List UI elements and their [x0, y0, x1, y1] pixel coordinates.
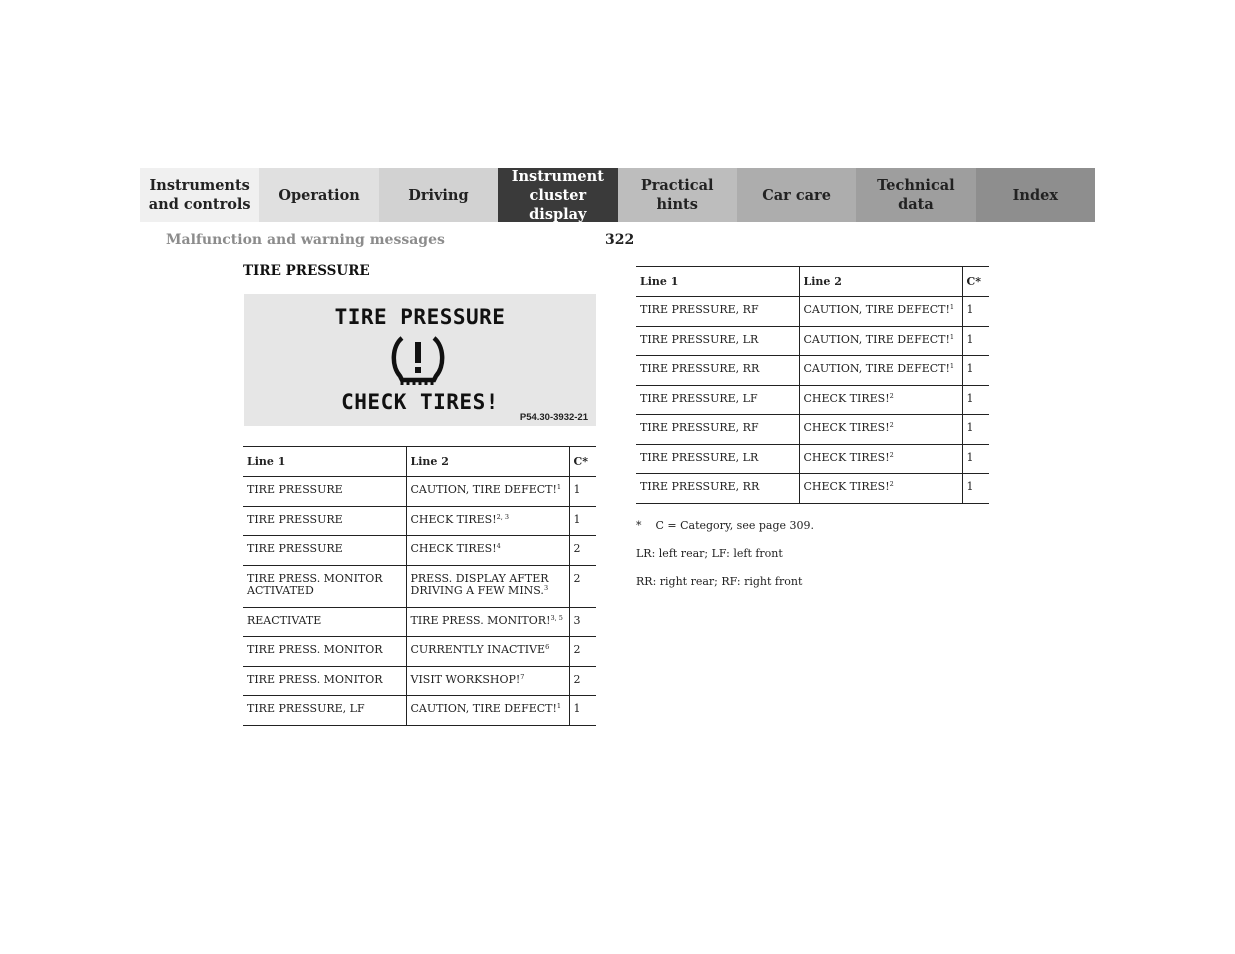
table-header-row — [636, 267, 989, 297]
display-line-1: TIRE PRESSURE — [334, 305, 506, 329]
table-row — [636, 415, 989, 445]
table-row — [636, 297, 989, 327]
cell-line1: TIRE PRESSURE, RF — [636, 415, 799, 445]
cell-line1: TIRE PRESSURE, LF — [243, 696, 406, 726]
cell-line2: CAUTION, TIRE DEFECT!$^1$ — [406, 696, 569, 726]
cell-category: 1 — [962, 326, 989, 356]
cell-category: 1 — [962, 415, 989, 445]
table-row — [243, 607, 596, 637]
table-row — [243, 477, 596, 507]
cell-category: 1 — [962, 385, 989, 415]
cell-line2: CAUTION, TIRE DEFECT!$^1$ — [799, 326, 962, 356]
column-header-line1: Line 1 — [243, 447, 406, 477]
table-row — [636, 356, 989, 386]
cell-line1: TIRE PRESSURE, LR — [636, 326, 799, 356]
cell-line1: TIRE PRESSURE, LR — [636, 444, 799, 474]
message-table-1 — [243, 446, 596, 726]
cell-line1: TIRE PRESS. MONITOR — [243, 666, 406, 696]
cell-line1: TIRE PRESS. MONITOR ACTIVATED — [243, 565, 406, 607]
cell-category: 3 — [569, 607, 596, 637]
cell-line2: CAUTION, TIRE DEFECT!$^1$ — [799, 297, 962, 327]
tab-label: Instruments and controls — [148, 177, 251, 213]
tab-label: Index — [1012, 186, 1058, 204]
table-row — [243, 666, 596, 696]
table-row — [636, 326, 989, 356]
cell-line2: CHECK TIRES!$^{2, 3}$ — [406, 506, 569, 536]
message-table-2 — [636, 266, 989, 504]
cell-category: 1 — [962, 356, 989, 386]
abbreviation-note-rear: LR: left rear; LF: left front — [636, 547, 783, 560]
table-header-row — [243, 447, 596, 477]
tab-operation[interactable] — [259, 168, 378, 222]
cell-line1: TIRE PRESSURE — [243, 536, 406, 566]
cell-category: 1 — [569, 477, 596, 507]
column-header-line2: Line 2 — [799, 267, 962, 297]
cell-category: 2 — [569, 637, 596, 667]
cell-line2: CHECK TIRES!$^4$ — [406, 536, 569, 566]
display-line-2: CHECK TIRES! — [341, 390, 499, 414]
chapter-navigation — [140, 168, 1095, 222]
cell-category: 1 — [569, 506, 596, 536]
tab-label: Technical data — [877, 177, 955, 213]
cell-line2: CAUTION, TIRE DEFECT!$^1$ — [799, 356, 962, 386]
cell-line2: PRESS. DISPLAY AFTER DRIVING A FEW MINS.$^3$ — [406, 565, 569, 607]
cell-category: 1 — [569, 696, 596, 726]
table-row — [243, 565, 596, 607]
tab-practical-hints[interactable] — [618, 168, 737, 222]
cell-line2: CHECK TIRES!$^2$ — [799, 415, 962, 445]
table-row — [243, 696, 596, 726]
cell-category: 2 — [569, 536, 596, 566]
cell-line2: CHECK TIRES!$^2$ — [799, 385, 962, 415]
cell-line1: TIRE PRESSURE — [243, 477, 406, 507]
category-footnote: * C = Category, see page 309. — [636, 519, 814, 532]
column-header-category: C* — [569, 447, 596, 477]
tab-technical-data[interactable] — [856, 168, 975, 222]
cell-line2: CAUTION, TIRE DEFECT!$^1$ — [406, 477, 569, 507]
cell-line2: VISIT WORKSHOP!$^7$ — [406, 666, 569, 696]
table-row — [243, 637, 596, 667]
cell-line1: REACTIVATE — [243, 607, 406, 637]
column-header-line1: Line 1 — [636, 267, 799, 297]
column-header-category: C* — [962, 267, 989, 297]
cell-line1: TIRE PRESSURE, LF — [636, 385, 799, 415]
cell-line1: TIRE PRESSURE, RR — [636, 474, 799, 504]
tab-index[interactable] — [976, 168, 1095, 222]
figure-reference: P54.30-3932-21 — [519, 412, 588, 423]
cell-line2: CHECK TIRES!$^2$ — [799, 444, 962, 474]
cell-line1: TIRE PRESSURE, RR — [636, 356, 799, 386]
cell-line2: CURRENTLY INACTIVE$^6$ — [406, 637, 569, 667]
cell-line1: TIRE PRESSURE — [243, 506, 406, 536]
cell-line1: TIRE PRESS. MONITOR — [243, 637, 406, 667]
tab-instrument-cluster-display[interactable] — [498, 168, 617, 222]
tab-driving[interactable] — [379, 168, 498, 222]
cell-line2: TIRE PRESS. MONITOR!$^{3, 5}$ — [406, 607, 569, 637]
cluster-display-illustration — [244, 294, 596, 426]
section-title: Malfunction and warning messages — [166, 232, 445, 248]
tab-label: Driving — [408, 186, 469, 204]
table-row — [243, 506, 596, 536]
table-row — [636, 474, 989, 504]
page-heading: TIRE PRESSURE — [243, 263, 370, 279]
tab-label: Operation — [278, 186, 360, 204]
tab-label: Car care — [762, 186, 831, 204]
table-row — [636, 385, 989, 415]
cell-category: 1 — [962, 474, 989, 504]
tab-label: Practical hints — [640, 177, 714, 213]
tab-instruments-and-controls[interactable] — [140, 168, 259, 222]
cell-category: 1 — [962, 297, 989, 327]
tab-label: Instrument cluster display — [511, 167, 604, 223]
tire-pressure-warning-icon — [388, 332, 448, 388]
cell-category: 2 — [569, 666, 596, 696]
abbreviation-note-front: RR: right rear; RF: right front — [636, 575, 803, 588]
cell-line2: CHECK TIRES!$^2$ — [799, 474, 962, 504]
table-row — [636, 444, 989, 474]
cell-line1: TIRE PRESSURE, RF — [636, 297, 799, 327]
page-number: 322 — [605, 232, 635, 248]
column-header-line2: Line 2 — [406, 447, 569, 477]
cell-category: 1 — [962, 444, 989, 474]
cell-category: 2 — [569, 565, 596, 607]
table-row — [243, 536, 596, 566]
tab-car-care[interactable] — [737, 168, 856, 222]
